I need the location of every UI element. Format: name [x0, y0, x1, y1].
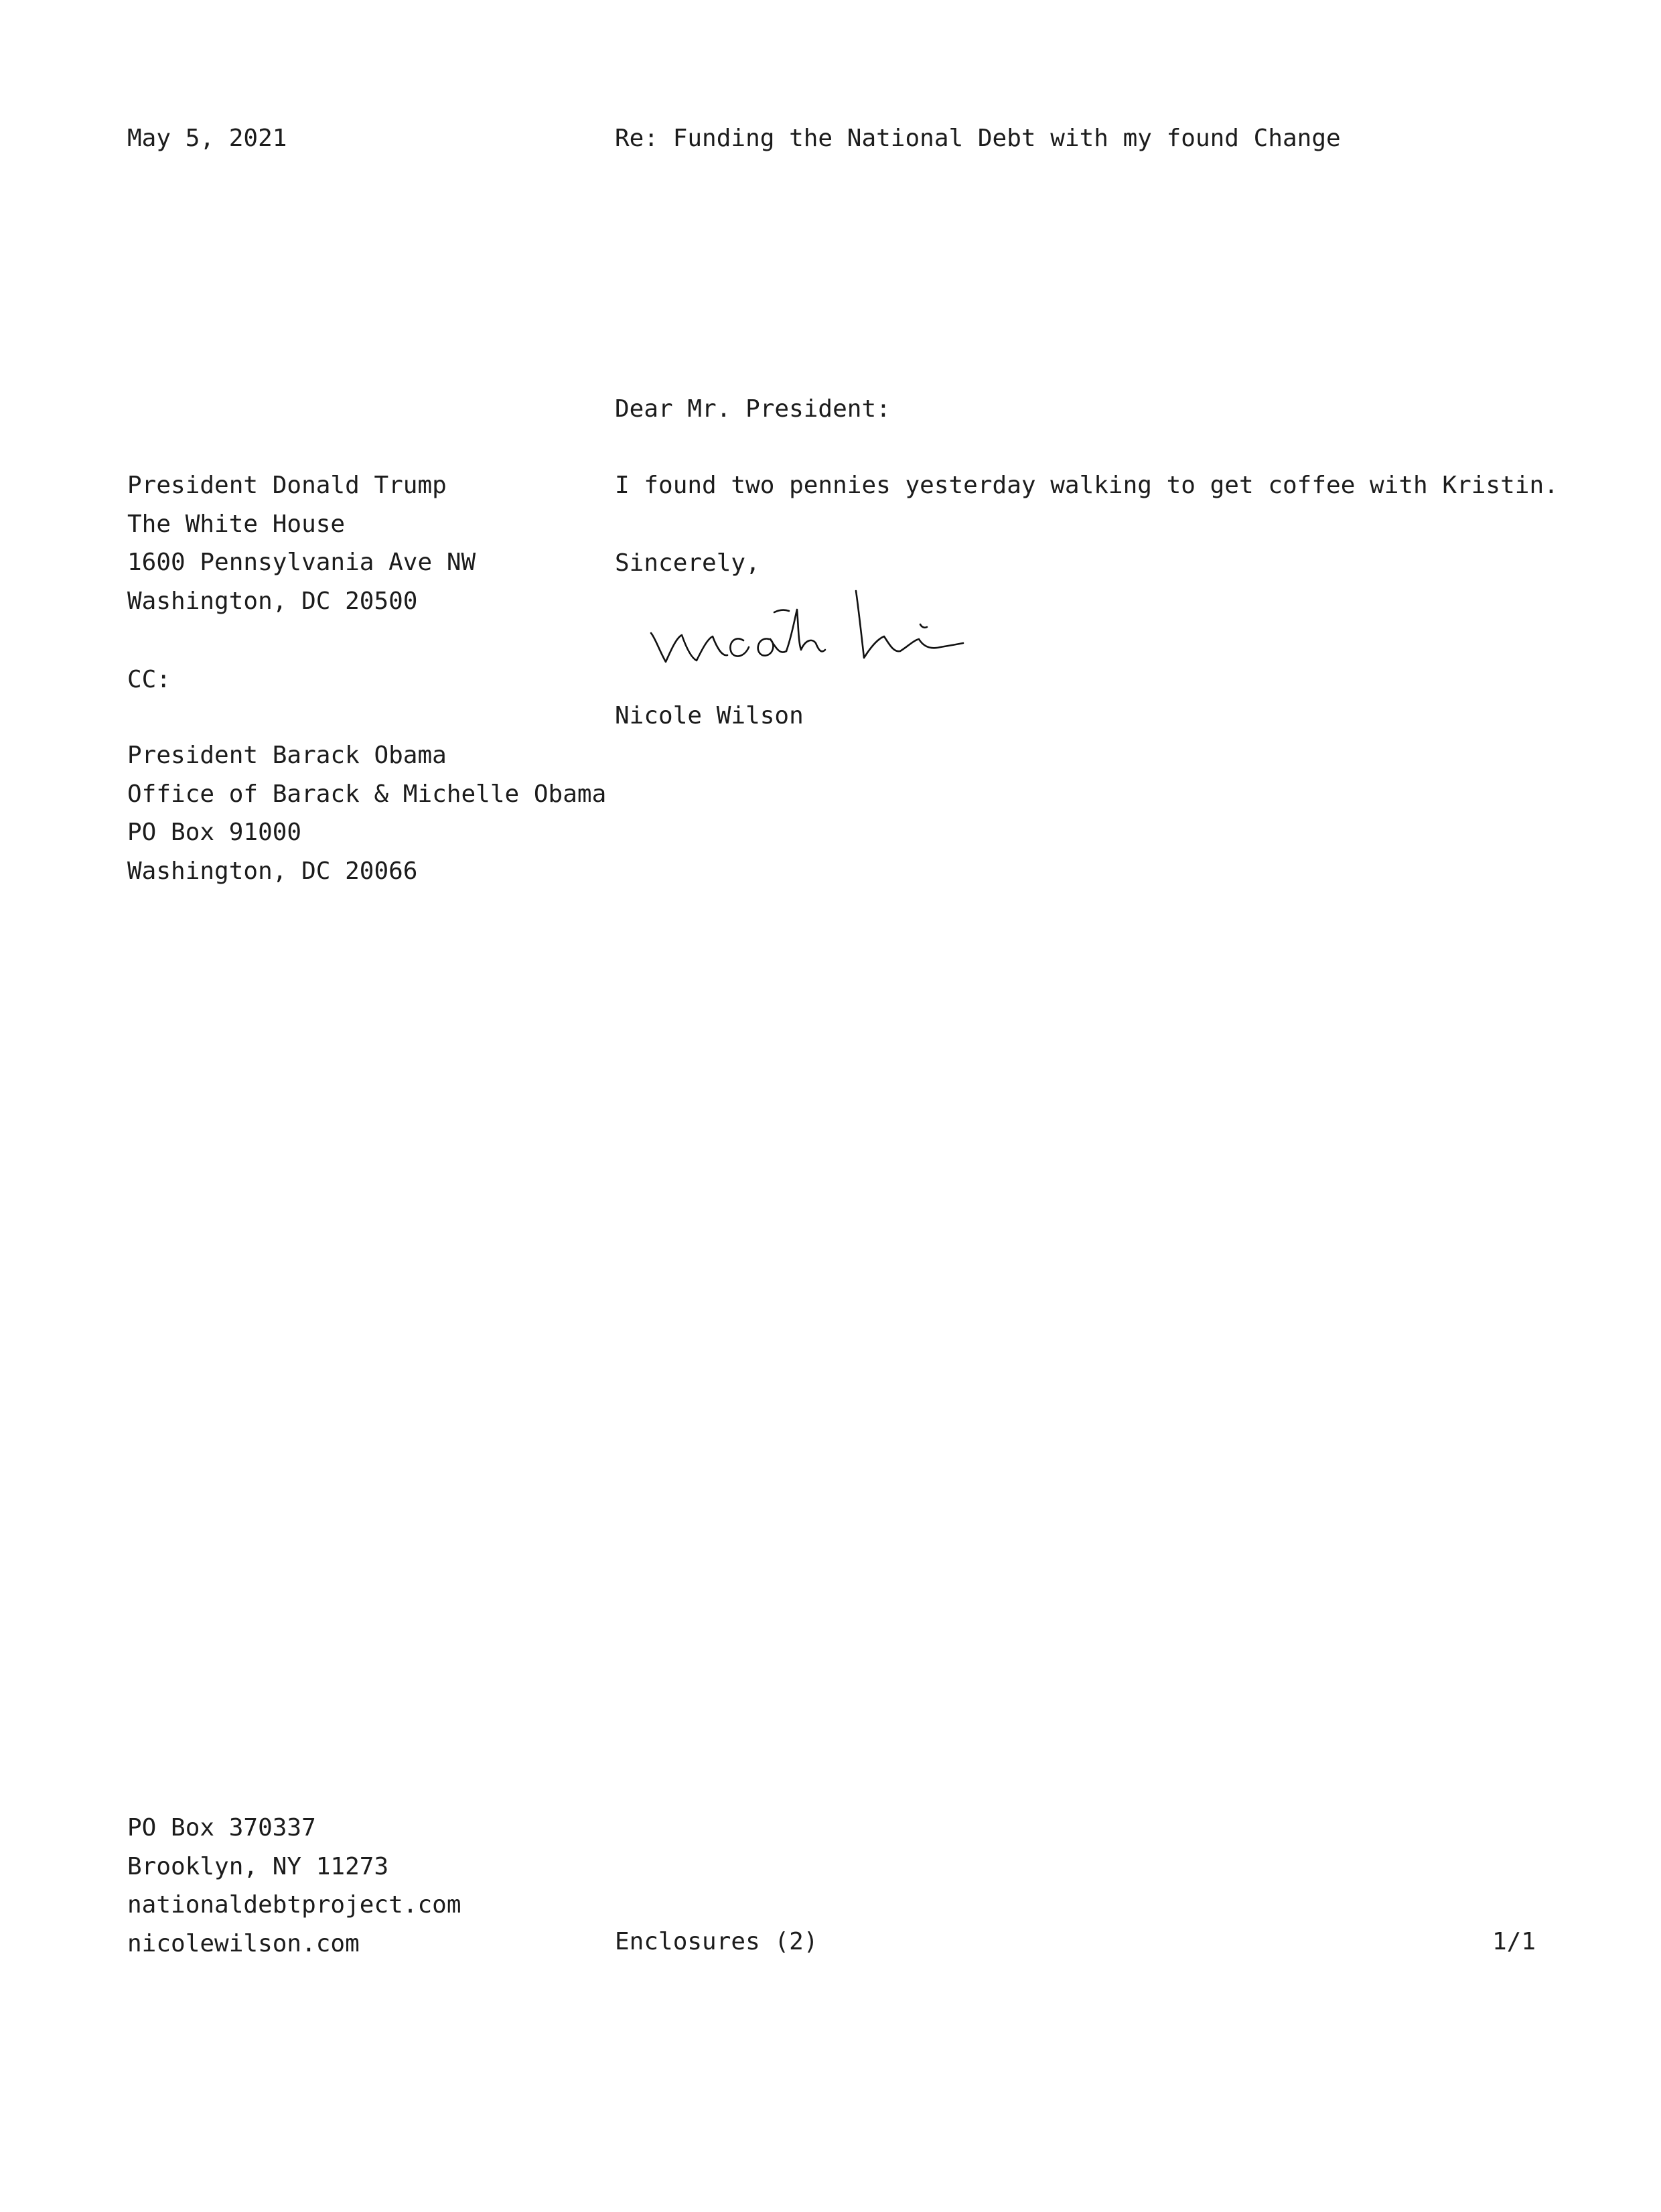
sender-line: Brooklyn, NY 11273: [127, 1852, 389, 1880]
letter-date: May 5, 2021: [127, 125, 287, 152]
sender-address: [127, 1809, 461, 1963]
cc-address: [127, 736, 606, 890]
sender-line: nationaldebtproject.com: [127, 1891, 461, 1919]
cc-label: CC:: [127, 666, 171, 693]
recipient-line: Washington, DC 20500: [127, 587, 418, 615]
enclosures-note: Enclosures (2): [615, 1928, 818, 1955]
sender-line: PO Box 370337: [127, 1814, 316, 1842]
cc-line: PO Box 91000: [127, 819, 302, 846]
handwritten-signature-icon: [643, 583, 978, 677]
letter-subject: Re: Funding the National Debt with my found Change: [615, 125, 1341, 152]
letter-body: I found two pennies yesterday walking to get coffee with Kristin.: [615, 472, 1559, 499]
recipient-line: President Donald Trump: [127, 472, 447, 499]
letter-closing: Sincerely,: [615, 549, 760, 577]
cc-line: President Barack Obama: [127, 742, 447, 769]
sender-line: nicolewilson.com: [127, 1929, 360, 1957]
recipient-address: [127, 466, 476, 620]
cc-line: Washington, DC 20066: [127, 857, 418, 885]
cc-line: Office of Barack & Michelle Obama: [127, 780, 607, 808]
recipient-line: The White House: [127, 510, 346, 538]
letter-signer: Nicole Wilson: [615, 702, 804, 730]
letter-salutation: Dear Mr. President:: [615, 395, 891, 423]
recipient-line: 1600 Pennsylvania Ave NW: [127, 549, 476, 576]
page-number: 1/1: [1492, 1928, 1536, 1955]
